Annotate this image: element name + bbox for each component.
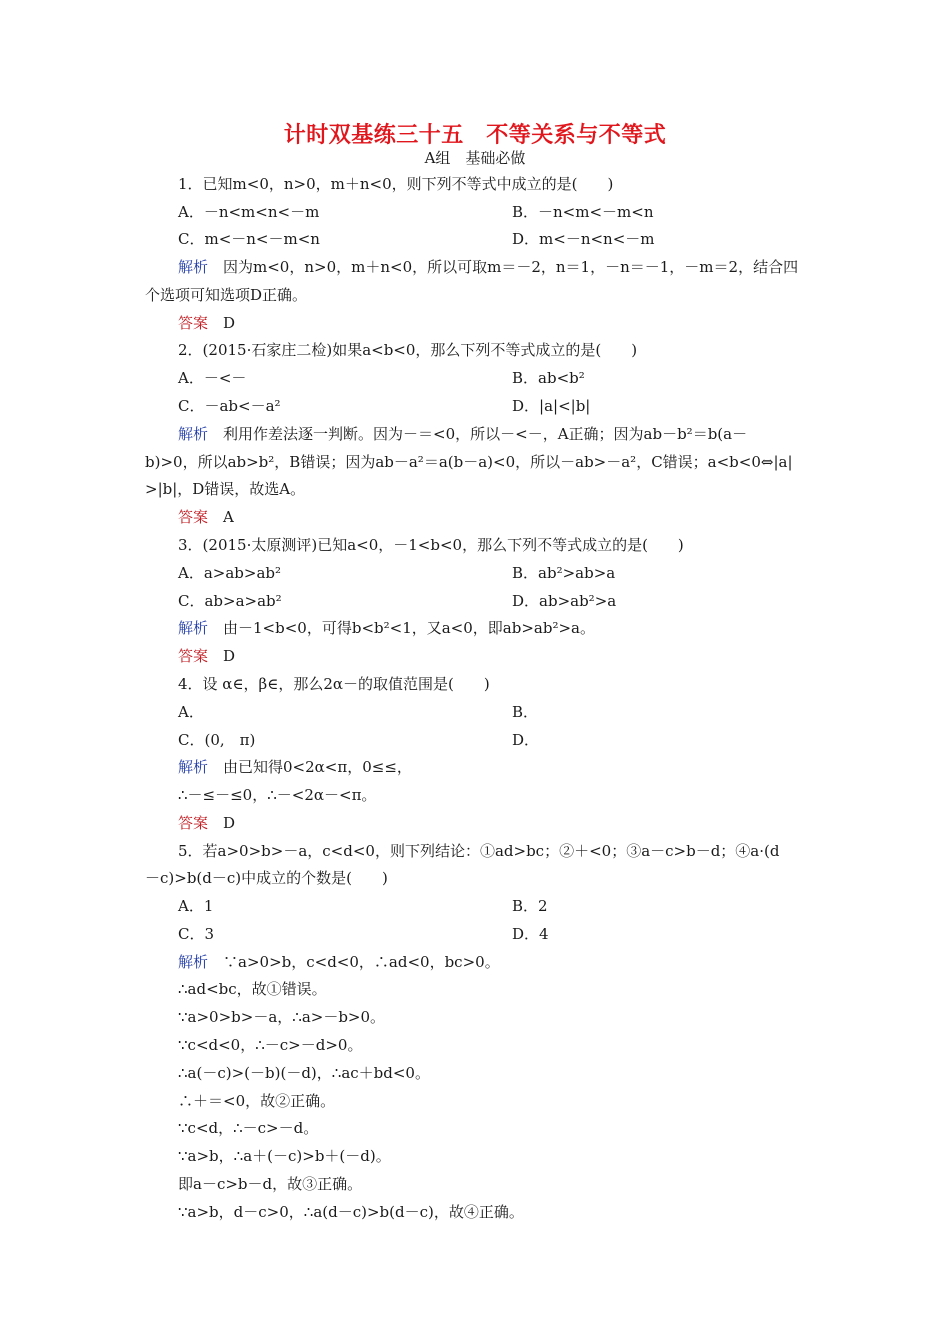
q3-answer — [178, 646, 235, 666]
q4-option-d: D． — [512, 731, 540, 749]
section-subtitle: A组 基础必做 — [424, 149, 526, 167]
q3-answer-value: D — [208, 647, 236, 665]
q5-step: ∵a>b，∴a＋(－c)>b＋(－d)。 — [178, 1147, 391, 1165]
q4-option-a: A． — [178, 703, 204, 721]
q5-step: ∴ad<bc，故①错误。 — [178, 980, 327, 998]
analysis-label: 解析 — [178, 758, 209, 776]
q5-stem: 5．若a>0>b>－a，c<d<0，则下列结论：①ad>bc；②＋<0；③a－c>b－d；④a·(d — [178, 842, 780, 860]
page-title: 计时双基练三十五 不等关系与不等式 — [283, 122, 667, 148]
q2-analysis-text: 利用作差法逐一判断。因为－＝<0，所以－<－，A正确；因为ab－b²＝b(a－ — [208, 425, 748, 443]
q2-answer-value: A — [208, 508, 234, 526]
q3-analysis-text: 由－1<b<0，可得b<b²<1，又a<0，即ab>ab²>a。 — [208, 619, 595, 637]
q1-analysis-text: 因为m<0，n>0，m＋n<0，所以可取m＝－2，n＝1，－n＝－1，－m＝2，结合四 — [208, 258, 799, 276]
q3-option-a: A．a>ab>ab² — [178, 564, 282, 582]
q1-option-b: B．－n<m<－m<n — [512, 203, 654, 221]
q4-stem: 4．设 α∈，β∈，那么2α－的取值范围是( ) — [178, 675, 490, 693]
q3-stem: 3．(2015·太原测评)已知a<0，－1<b<0，那么下列不等式成立的是( ) — [178, 536, 684, 554]
q5-stem-cont: －c)>b(d－c)中成立的个数是( ) — [145, 869, 388, 887]
q4-analysis-cont: ∴－≤－≤0，∴－<2α－<π。 — [178, 786, 377, 804]
q1-answer — [178, 313, 235, 333]
analysis-label: 解析 — [178, 619, 209, 637]
q5-step: ∴＋＝<0，故②正确。 — [178, 1092, 336, 1110]
analysis-label: 解析 — [178, 425, 209, 443]
q1-option-d: D．m<－n<n<－m — [512, 230, 655, 248]
q4-option-b: B． — [512, 703, 539, 721]
q5-option-b: B．2 — [512, 897, 548, 915]
q5-option-c: C．3 — [178, 925, 215, 943]
q2-answer — [178, 507, 234, 527]
q1-analysis — [178, 257, 798, 277]
q5-step: ∵c<d，∴－c>－d。 — [178, 1119, 319, 1137]
q3-option-d: D．ab>ab²>a — [512, 592, 617, 610]
q1-option-c: C．m<－n<－m<n — [178, 230, 320, 248]
q5-option-d: D．4 — [512, 925, 549, 943]
q2-analysis — [178, 424, 747, 444]
q3-option-c: C．ab>a>ab² — [178, 592, 282, 610]
q5-step: ∵c<d<0，∴－c>－d>0。 — [178, 1036, 363, 1054]
q1-stem: 1．已知m<0，n>0，m＋n<0，则下列不等式中成立的是( ) — [178, 175, 614, 193]
answer-label: 答案 — [178, 314, 209, 332]
q4-answer — [178, 813, 235, 833]
q4-option-c: C．(0, π) — [178, 731, 256, 749]
q1-analysis-cont: 个选项可知选项D正确。 — [145, 286, 308, 304]
q3-analysis — [178, 618, 595, 638]
q2-option-b: B．ab<b² — [512, 369, 585, 387]
q1-answer-value: D — [208, 314, 236, 332]
answer-label: 答案 — [178, 508, 209, 526]
q2-option-d: D．|a|<|b| — [512, 397, 591, 415]
analysis-label: 解析 — [178, 258, 209, 276]
q2-analysis-cont2: >|b|，D错误，故选A。 — [145, 480, 306, 498]
answer-label: 答案 — [178, 814, 209, 832]
answer-label: 答案 — [178, 647, 209, 665]
q4-answer-value: D — [208, 814, 236, 832]
q5-step: ∵a>b，d－c>0，∴a(d－c)>b(d－c)，故④正确。 — [178, 1203, 524, 1221]
q1-option-a: A．－n<m<n<－m — [178, 203, 320, 221]
q2-option-c: C．－ab<－a² — [178, 397, 281, 415]
q5-analysis-text: ∵a>0>b，c<d<0，∴ad<0，bc>0。 — [208, 953, 500, 971]
q5-step: ∵a>0>b>－a，∴a>－b>0。 — [178, 1008, 386, 1026]
q5-option-a: A．1 — [178, 897, 214, 915]
q3-option-b: B．ab²>ab>a — [512, 564, 616, 582]
q5-step: ∴a(－c)>(－b)(－d)，∴ac＋bd<0。 — [178, 1064, 430, 1082]
q2-option-a: A．－<－ — [178, 369, 247, 387]
q4-analysis — [178, 757, 412, 777]
q2-analysis-cont: b)>0，所以ab>b²，B错误；因为ab－a²＝a(b－a)<0，所以－ab>－a²，C错误；a<b<0⇔|a| — [145, 453, 793, 471]
q2-stem: 2．(2015·石家庄二检)如果a<b<0，那么下列不等式成立的是( ) — [178, 341, 638, 359]
q4-analysis-text: 由已知得0<2α<π，0≤≤， — [208, 758, 412, 776]
analysis-label: 解析 — [178, 953, 209, 971]
q5-analysis — [178, 952, 500, 972]
q5-step: 即a－c>b－d，故③正确。 — [178, 1175, 363, 1193]
